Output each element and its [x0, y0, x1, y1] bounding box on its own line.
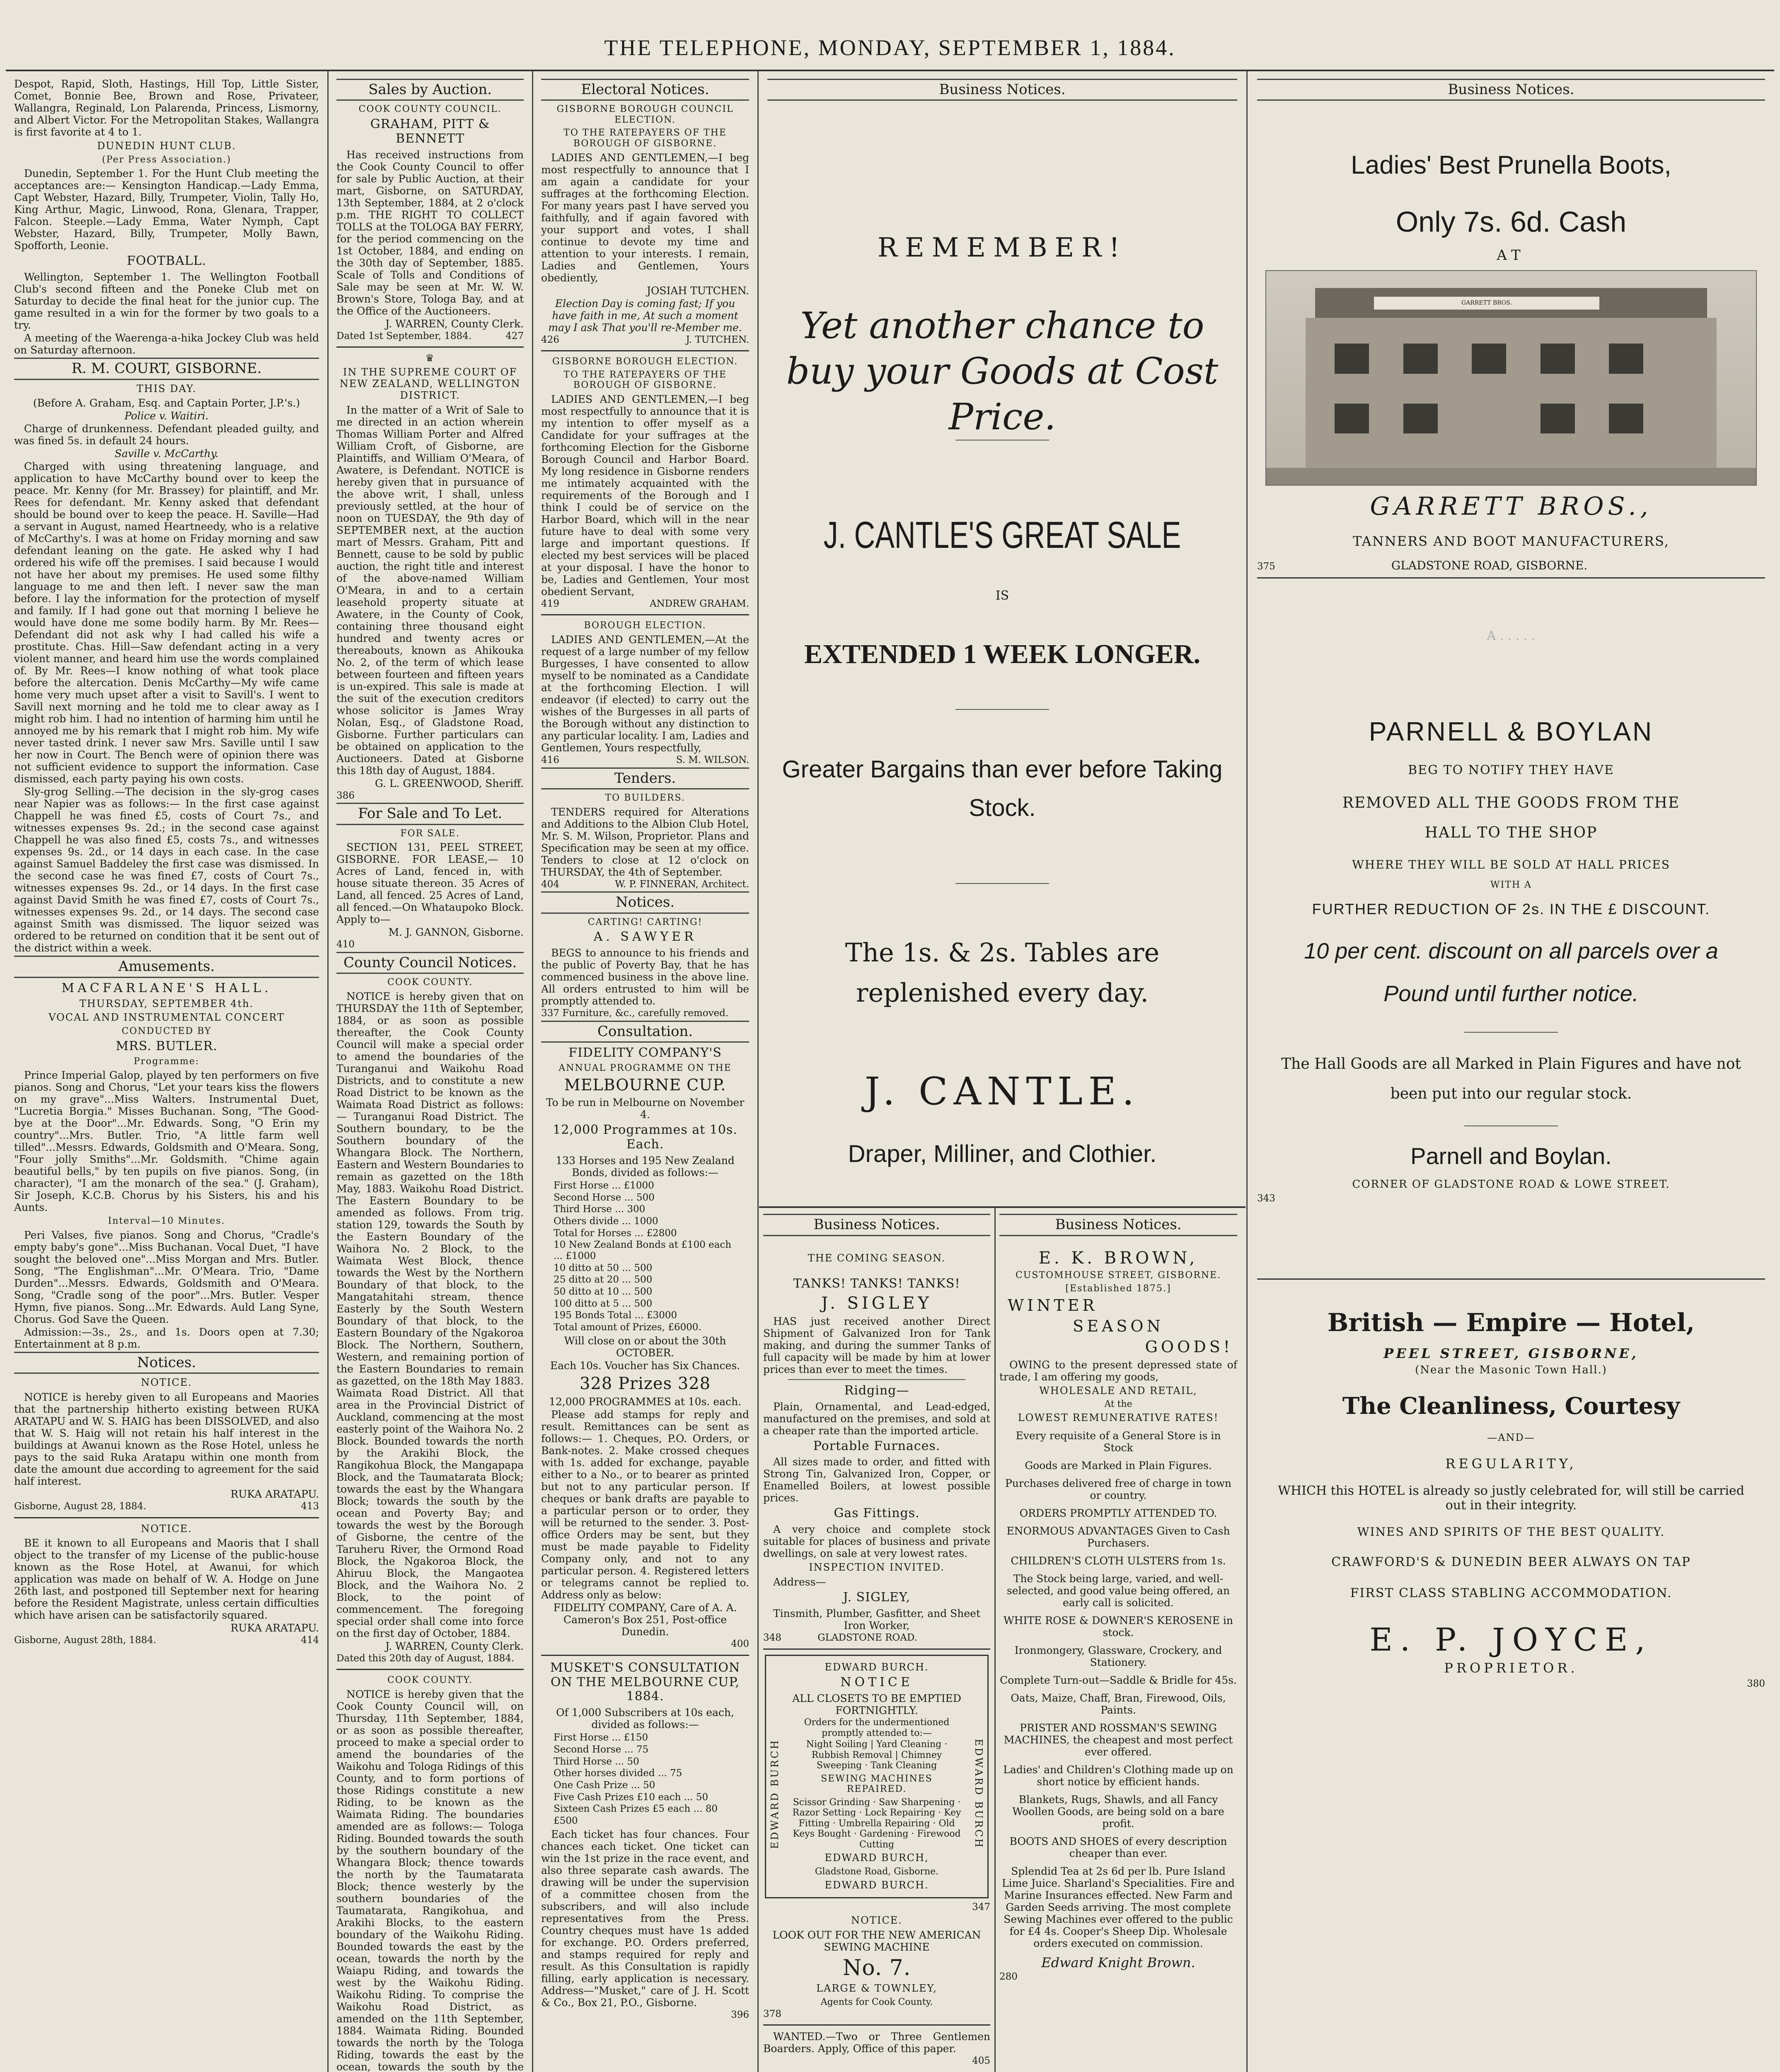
electoral-sign: S. M. WILSON.	[676, 754, 749, 765]
tenders-sub: TO BUILDERS.	[605, 793, 685, 804]
mus-table-row: Other horses divided ... 75	[554, 1768, 682, 1779]
sigley-number: 348	[763, 1632, 781, 1643]
electoral-sub: GISBORNE BOROUGH COUNCIL ELECTION.	[556, 104, 734, 125]
burch-notice: NOTICE	[840, 1675, 913, 1690]
building-window	[1403, 404, 1438, 433]
business-head: Business Notices.	[1257, 79, 1765, 101]
carting: CARTING! CARTING!	[588, 917, 703, 927]
great-sale: J. CANTLE'S GREAT SALE	[823, 514, 1181, 556]
beg-notify: BEG TO NOTIFY THEY HAVE	[1408, 763, 1614, 778]
consultation-head: Consultation.	[541, 1021, 749, 1043]
programme-body: Prince Imperial Galop, played by ten performers on five pianos. Song and Chorus, "Let your tears kiss the flowers on my grave"...Miss Walters. Instrumental Duet, "Lucretia Borgia." Misses Buchanan. Song, "The Good-bye at the Door"...Mr. Edwards. Song, "O Erin my country"...Mrs. Butler. Trio, "A little farm well tilled"...Messrs. Edwards, Goldsmith and O'Meara. Song, "Four jolly Smiths"...Mr. Goldsmith. "Chime again beautiful bells," by ten pupils on five pianos. Song, (in character), "I am the monarch of the sea." (J. Graham), Sir Joseph, K.C.B. Chorus by his Sisters, his and his Aunts.	[14, 1069, 319, 1214]
electoral-number: 426	[541, 334, 559, 345]
cost-price-script: Yet another chance to buy your Goods at Cost Price.	[786, 304, 1219, 438]
fidelity-programme: ANNUAL PROGRAMME ON THE	[559, 1063, 732, 1073]
divider	[788, 1379, 965, 1380]
fidelity-close: Will close on or about the 30th OCTOBER.	[564, 1334, 726, 1359]
gas-body: A very choice and complete stock suitable for places of business and private dwellings, on sale at very lowest rates.	[763, 1523, 990, 1560]
ekb-list-row: BOOTS AND SHOES of every description cheaper than ever.	[1009, 1835, 1227, 1859]
sigley-trades: Tinsmith, Plumber, Gasfitter, and Sheet Iron Worker,	[773, 1607, 981, 1631]
ten-percent: 10 per cent. discount on all parcels over a Pound until further notice.	[1304, 939, 1718, 1006]
where-sold: WHERE THEY WILL BE SOLD AT HALL PRICES	[1352, 857, 1670, 871]
admission: Admission:—3s., 2s., and 1s. Doors open at 7.30; Entertainment at 8 p.m.	[14, 1326, 319, 1350]
fid-table-row: 25 ditto at 20 ... 500	[554, 1274, 653, 1285]
building-window	[1609, 404, 1643, 433]
fid-table-row: Others divide ... 1000	[554, 1216, 658, 1227]
burch-number: 347	[972, 1901, 990, 1912]
lowest-rates: LOWEST REMUNERATIVE RATES!	[1018, 1411, 1219, 1423]
building-window	[1335, 344, 1369, 373]
ekb-list-row: Blankets, Rugs, Shawls, and all Fancy Woollen Goods, are being sold on a bare profit.	[1012, 1793, 1224, 1830]
n7-agents: Agents for Cook County.	[820, 1997, 933, 2008]
amusements-head: Amusements.	[14, 956, 319, 978]
with-a: WITH A	[1490, 880, 1532, 891]
tenders-footer	[541, 879, 749, 890]
n7-body: LOOK OUT FOR THE NEW AMERICAN SEWING MACHINE	[772, 1929, 981, 1953]
regularity: REGULARITY,	[1445, 1456, 1577, 1472]
tenders-number: 404	[541, 879, 559, 890]
building-window	[1609, 344, 1643, 373]
corner-address: CORNER OF GLADSTONE ROAD & LOWE STREET.	[1352, 1178, 1670, 1191]
sale-head: For Sale and To Let.	[336, 803, 524, 825]
ekb-body: OWING to the present depressed state of trade, I am offering my goods,	[999, 1358, 1237, 1383]
burch-addr: Gladstone Road, Gisborne.	[815, 1866, 939, 1877]
column-3	[534, 73, 757, 2072]
furnaces-body: All sizes made to order, and fitted with Strong Tin, Galvanized Iron, Copper, or Enamelled Boilers, at lowest possible prices.	[763, 1456, 990, 1504]
ekb-list-row: Ladies' and Children's Clothing made up on short notice by efficient hands.	[1003, 1763, 1233, 1788]
sigley-name: J. SIGLEY,	[843, 1590, 911, 1605]
business-head: Business Notices.	[763, 1214, 990, 1236]
notice-date-text: Gisborne, August 28th, 1884.	[14, 1635, 157, 1646]
is: IS	[995, 588, 1009, 603]
sale-number: 410	[336, 939, 355, 950]
fidelity-prizes: 328 Prizes 328	[579, 1374, 711, 1393]
notice-sign: RUKA ARATAPU.	[230, 1488, 319, 1500]
business-head: Business Notices.	[767, 79, 1237, 101]
cc-body: NOTICE is hereby given that on THURSDAY the 11th of September, 1884, or as soon as possible thereafter, the Cook County Council will make a special order to amend the boundaries of the Turanganui and Waikohu Road Districts, and to constitute a new Road District to be known as the Waimata Road District as follows:— Turanganui Road District. The Southern boundary, to be the Southern boundary of the Whangara Block. The Northern, Eastern and Western Boundaries to remain as gazetted on the 18th May, 1883. Waikohu Road District. The Eastern Boundary to be amended as follows. From trig. station 129, towards the South by the Eastern Boundary of the Waihora No. 2 Block, to the Waimata West Block, thence towards the West by the Northern Boundary of that block, to the Mangatahitahi stream, thence Easterly by the South Western Boundary of that block, to the Eastern Boundary of the Ngakoroa Block. The Northern, Southern, Western, and remaining portion of the Eastern Boundaries to remain as gazetted, on the 18th May 1883. Waimata Road District. All that area in the Provincial District of Auckland, commencing at the most easterly point of the Waihora No. 2 Block. Bounded towards the north by the Arakihi Block, the Rangikohua Block, the Mangapapa Block, and the Taumatarata Block; towards the east by the Whangara Block; towards the south by the ocean and Poverty Bay; and towards the west by the Borough of Gisborne, the centre of the Taruheru River, the Ormond Road Block, the Ngakoroa Block, the Ahiruu Block, the Mangaotea Block, and the Waihora No. 2 Block, to the point of commencement. The foregoing special order shall come into force on the first day of October, 1884.	[336, 990, 524, 1639]
building-window	[1541, 344, 1575, 373]
cc-sign: J. WARREN, County Clerk.	[385, 1640, 524, 1652]
burch-sewing: SEWING MACHINES REPAIRED.	[821, 1773, 933, 1795]
ekb-list-row: Goods are Marked in Plain Figures.	[1025, 1459, 1212, 1472]
building-ground	[1266, 468, 1756, 485]
electoral-sub: BOROUGH ELECTION.	[584, 620, 706, 631]
remember: REMEMBER!	[877, 232, 1127, 264]
electoral-number: 416	[541, 754, 559, 765]
club-title: DUNEDIN HUNT CLUB.	[97, 140, 236, 152]
burch-services: Night Soiling | Yard Cleaning · Rubbish Removal | Chimney Sweeping · Tank Cleaning	[806, 1739, 948, 1771]
ridging: Ridging—	[844, 1383, 909, 1398]
sale-sign: M. J. GANNON, Gisborne.	[388, 926, 524, 939]
divider	[541, 614, 749, 615]
notice-date-text: Gisborne, August 28, 1884.	[14, 1501, 147, 1512]
electoral-number: 419	[541, 598, 559, 609]
court-bench: (Before A. Graham, Esq. and Captain Porter, J.P.'s.)	[33, 397, 300, 409]
column-rule	[994, 1208, 996, 2072]
divider	[1464, 1032, 1558, 1033]
football-body: Wellington, September 1. The Wellington Football Club's second fifteen and the Poneke Club met on Saturday to decide the final heat for the junior cup. The game resulted in a win for the former by two goals to a try.	[14, 271, 319, 332]
near-hall: (Near the Masonic Town Hall.)	[1415, 1364, 1607, 1377]
season: SEASON	[1073, 1317, 1164, 1336]
electoral-sign: J. TUTCHEN.	[686, 334, 749, 345]
tenders-sign: W. P. FINNERAN, Architect.	[615, 879, 749, 890]
masthead-rule	[6, 70, 1774, 71]
ekb-number: 280	[999, 1971, 1018, 1982]
subcolumn-b	[999, 1212, 1237, 1983]
fid-table-row: First Horse ... £1000	[554, 1180, 654, 1191]
tenders-body: TENDERS required for Alterations and Additions to the Albion Club Hotel, Mr. S. M. Wilson, Proprietor. Plans and Specification may be seen at my office. Tenders to close at 12 o'clock on THURSDAY, the 4th of September.	[541, 806, 749, 878]
ridging-body: Plain, Ornamental, and Lead-edged, manufactured on the premises, and sold at a cheaper rate than the imported article.	[763, 1400, 990, 1437]
electoral-footer	[541, 755, 749, 766]
court-case: Police v. Waitiri.	[124, 410, 209, 422]
football-title: FOOTBALL.	[126, 254, 207, 269]
musket-body: Each ticket has four chances. Four chances each ticket. One ticket can win the 1st prize in the race event, and also three separate cash awards. The drawing will be under the supervision of a committee chosen from the subscribers, and will also include representatives from the Press. Country cheques must have 1s added for exchange. P.O. Orders preferred, and stamps required for reply and result. As this Consultation is rapidly filling, early application is necessary. Address—"Musket," care of J. H. Scott & Co., Box 21, P.O., Gisborne.	[541, 1828, 749, 2009]
tables-replenished: The 1s. & 2s. Tables are replenished every day.	[845, 937, 1160, 1008]
musket-number: 396	[731, 2009, 749, 2020]
business-head: Business Notices.	[999, 1214, 1237, 1236]
inspection: INSPECTION INVITED.	[809, 1561, 945, 1573]
fid-table-row: Total amount of Prizes, £6000.	[554, 1322, 701, 1333]
prunella-boots: Ladies' Best Prunella Boots,	[1351, 151, 1671, 180]
musket-sub: Of 1,000 Subscribers at 10s each, divided as follows:—	[556, 1706, 734, 1731]
garrett-name: GARRETT BROS.,	[1370, 491, 1652, 521]
fid-table-row: 10 New Zealand Bonds at £100 each ... £1000	[554, 1239, 732, 1262]
garrett-number: 375	[1257, 561, 1275, 572]
auction-date	[336, 331, 524, 342]
sale-body: SECTION 131, PEEL STREET, GISBORNE. FOR LEASE,— 10 Acres of Land, fenced in, with house situate thereon. 35 Acres of Land, all fenced. 25 Acres of Land, all fenced.—On Whataupoko Block. Apply to—	[336, 841, 524, 926]
notice-date	[14, 1635, 319, 1646]
fidelity-body: Please add stamps for reply and result. Remittances can be sent as follows:— 1. Cheques, P.O. Orders, or Bank-notes. 2. Make crossed cheques with 1s. added for exchange, payable either to a No., or to bearer as printed but not to any particular person. If cheques or bank drafts are payable to a particular person or to order, they will be returned to the sender. 3. Post-office Orders may be sent, but they must be made payable to Fidelity Company only, and not to any particular person. 4. Registered letters or telegrams cannot be replied to. Address only as below:	[541, 1409, 749, 1601]
burch-bottom: EDWARD BURCH.	[825, 1879, 929, 1891]
mus-table-row: Sixteen Cash Prizes £5 each ... 80	[554, 1803, 718, 1815]
sawyer-name: A. SAWYER	[593, 929, 697, 944]
building-sign: GARRETT BROS.	[1374, 297, 1599, 310]
fid-table-row: 195 Bonds Total ... £3000	[554, 1310, 677, 1321]
racing-list: Despot, Rapid, Sloth, Hastings, Hill Top, Little Sister, Comet, Bonnie Bee, Brown and Rose, Privateer, Wallangra, Reginald, Lon Palarenda, Princess, Lismorny, and Albert Victor. For the Metropolitan Stakes, Wallangra is first favorite at 4 to 1.	[14, 78, 319, 138]
sigley-footer	[763, 1632, 990, 1644]
notice-sign: RUKA ARATAPU.	[230, 1622, 319, 1634]
court-body: Sly-grog Selling.—The decision in the sly-grog cases near Napier was as follows:— In the first case against Chappell he was fined £5, costs of Court 7s., and witnesses expenses 9s. 2d.; in the second case against Chappell he was also fined £5, costs 7s., and witnesses expenses 9s. 2d., or 14 days in each case. In the case against Samuel Baddeley the first case was dismissed. In the second case he was fined £7, costs of Court 7s., witnesses expenses 9s. 2d., or 14 days. In the first case against David Smith he was fined £7, costs of Court 7s., witnesses expenses 9s. 2d., or 14 days. The second case against Smith was dismissed. The liquor seized was ordered to be returned on condition that it be sent out of the district within a week.	[14, 786, 319, 954]
joyce-number: 380	[1747, 1678, 1765, 1690]
coming-season: THE COMING SEASON.	[808, 1252, 946, 1264]
draper: Draper, Milliner, and Clothier.	[848, 1140, 1157, 1168]
ekb-list-row: PRISTER AND ROSSMAN'S SEWING MACHINES, the cheapest and most perfect ever offered.	[1004, 1721, 1233, 1758]
royal-arms-icon: ♛	[425, 352, 435, 364]
gas-fittings: Gas Fittings.	[834, 1506, 920, 1521]
ekb-list-row: ORDERS PROMPTLY ATTENDED TO.	[1019, 1507, 1217, 1519]
crawford: CRAWFORD'S & DUNEDIN BEER ALWAYS ON TAP	[1331, 1555, 1691, 1570]
ekb-sign: Edward Knight Brown.	[1041, 1954, 1195, 1970]
furnaces: Portable Furnaces.	[813, 1438, 941, 1453]
goods: GOODS!	[1145, 1338, 1233, 1356]
wines: WINES AND SPIRITS OF THE BEST QUALITY.	[1357, 1525, 1665, 1539]
ekb-list-row: CHILDREN'S CLOTH ULSTERS from 1s.	[1011, 1554, 1226, 1567]
electoral-body: LADIES AND GENTLEMEN,—I beg most respectfully to announce that it is my intention to offer myself as a Candidate for your suffrages at the forthcoming Election for the Gisborne Borough Council and Harbor Board. My long residence in Gisborne renders me intimately acquainted with the requirements of the Borough and I think I could be of service on the Harbor Board, which will in the near future have to deal with some very large and important questions. If elected my best services will be placed at your disposal. I have the honor to be, Ladies and Gentlemen, Your most obedient Servant,	[541, 393, 749, 598]
parnell-boylan: Parnell and Boylan.	[1410, 1143, 1612, 1169]
extended: EXTENDED 1 WEEK LONGER.	[804, 639, 1200, 670]
fidelity-count: 12,000 Programmes at 10s. Each.	[553, 1123, 738, 1152]
subcolumn-area	[759, 1206, 1246, 2067]
musket-table	[554, 1732, 737, 1826]
price-line: Only 7s. 6d. Cash	[1395, 206, 1627, 238]
burch-services: Scissor Grinding · Saw Sharpening · Razor Setting · Lock Repairing · Key Fitting · Umbrella Repairing · Old Keys Bought · Gardening · Firewood Cutting	[792, 1797, 961, 1850]
joyce-name: E. P. JOYCE,	[1369, 1621, 1653, 1658]
fidelity-title: FIDELITY COMPANY'S	[568, 1046, 722, 1060]
court-head: R. M. COURT, GISBORNE.	[14, 358, 319, 380]
conducted-by: CONDUCTED BY	[121, 1026, 212, 1037]
removed: REMOVED ALL THE GOODS FROM THE	[1342, 794, 1680, 812]
court-body: In the matter of a Writ of Sale to me directed in an action wherein Thomas William Porter and Alfred William Croft, of Gisborne, are Plaintiffs, and William O'Meara, of Awatere, is Defendant. NOTICE is hereby given that in pursuance of the above writ, I shall, unless previously settled, at the hour of noon on TUESDAY, the 9th day of SEPTEMBER next, at the auction mart of Messrs. Graham, Pitt and Bennett, cause to be sold by public auction, the right title and interest of the above-named William O'Meara, in and to a certain leasehold property situate at Awatere, in the County of Cook, containing three thousand eight hundred and twenty acres or thereabouts, known as Ahikouka No. 2, of the term of which lease between fourteen and fifteen years is un-expired. This sale is made at the suit of the execution creditors whose solicitor is James Wray Nolan, Esq., of Gladstone Road, Gisborne. Further particulars can be obtained on application to the Auctioneers. Dated at Gisborne this 18th day of August, 1884.	[336, 404, 524, 777]
jockey-note: A meeting of the Waerenga-a-hika Jockey Club was held on Saturday afternoon.	[14, 332, 319, 356]
electoral-sign: JOSIAH TUTCHEN.	[646, 284, 749, 297]
ekb-list-row: Every requisite of a General Store is in Stock	[1016, 1429, 1221, 1454]
auction-sub: COOK COUNTY COUNCIL.	[358, 104, 502, 115]
notice-title: NOTICE.	[141, 1377, 192, 1389]
ekb-list-row: Ironmongery, Glassware, Crockery, and Stationery.	[1014, 1644, 1222, 1668]
fidelity-horses: 133 Horses and 195 New Zealand Bonds, divided as follows:—	[556, 1155, 735, 1179]
electoral-to: TO THE RATEPAYERS OF THE BOROUGH OF GISBORNE.	[564, 128, 727, 149]
electoral-footer	[541, 598, 749, 610]
fid-table-row: 50 ditto at 10 ... 500	[554, 1286, 653, 1297]
at: AT	[1497, 247, 1526, 264]
auction-firm: GRAHAM, PITT & BENNETT	[370, 116, 490, 146]
column-5	[1248, 73, 1774, 2072]
n7-firm: LARGE & TOWNLEY,	[816, 1982, 937, 1995]
wholesale: WHOLESALE AND RETAIL,	[1039, 1385, 1197, 1397]
masthead: THE TELEPHONE, MONDAY, SEPTEMBER 1, 1884.	[604, 35, 1176, 60]
building-window	[1541, 404, 1575, 433]
mus-table-row: First Horse ... £150	[554, 1732, 648, 1743]
sigley-body: HAS just received another Direct Shipment of Galvanized Iron for Tank making, and during the summer Tanks of full capacity will be made by him at lower prices than ever to meet the times.	[763, 1315, 990, 1375]
sawyer-number: 337	[541, 1007, 559, 1019]
hall-goods: The Hall Goods are all Marked in Plain Figures and have not been put into our regular stock.	[1281, 1055, 1741, 1102]
programme-body: Peri Valses, five pianos. Song and Chorus, "Cradle's empty baby's gone"...Miss Buchanan. Vocal Duet, "I have sought the beloved one"...Miss Morgan and Mrs. Butler. Song, "The Englishman"...Mr. O'Meara. Trio, "Dame Durden"...Messrs. Edwards, Goldsmith and O'Meara. Song, "Cradle song of the poor"...Mrs. Butler. Vesper Hymn, five pianos. Song...Mr. Edwards. Auld Lang Syne, Chorus. God Save the Queen.	[14, 1229, 319, 1325]
parnell-name: PARNELL & BOYLAN	[1369, 716, 1654, 747]
notice-body: NOTICE is hereby given to all Europeans and Maories that the partnership hitherto existing between RUKA ARATAPU and W. S. HAIG has been DISSOLVED, and also that W. S. Haig will not retain his half interest in the buildings at Awanui known as the Rose Hotel, unless he pays to the said Ruka Aratapu within one month from date the amount due according to agreement for the said half interest.	[14, 1391, 319, 1487]
column-rule	[1246, 71, 1248, 2072]
ekb-list-row: Purchases delivered free of charge in town or country.	[1005, 1477, 1232, 1501]
sawyer-footer	[541, 1008, 749, 1019]
british-empire-hotel: British — Empire — Hotel,	[1327, 1308, 1695, 1338]
electoral-sub: GISBORNE BOROUGH ELECTION.	[552, 356, 738, 367]
court-day: THIS DAY.	[136, 382, 197, 395]
notices-head: Notices.	[14, 1352, 319, 1374]
fidelity-cup: MELBOURNE CUP.	[564, 1076, 726, 1094]
fid-table-row: Third Horse ... 300	[554, 1204, 646, 1215]
fidelity-addr: FIDELITY COMPANY, Care of A. A. Cameron's Box 251, Post-office Dunedin.	[553, 1602, 737, 1638]
court-title: IN THE SUPREME COURT OF NEW ZEALAND, WELLINGTON DISTRICT.	[339, 366, 521, 401]
ekb-list	[999, 1430, 1237, 1949]
tanks: TANKS! TANKS! TANKS!	[793, 1276, 960, 1291]
cc-body: NOTICE is hereby given that the Cook County Council will, on Thursday, 11th September, 1884, or as soon as possible thereafter, proceed to make a special order to amend the boundaries of the Waikohu and Tologa Ridings of this County, and to form portions of those Ridings constitute a new Riding, to be known as the Waimata Riding. The boundaries amended are as follows:— Tologa Riding. Bounded towards the south by the southern boundary of the Whangara Block; thence towards the north by the Taumatarata Block; thence westerly by the southern boundaries of the Taumatarata, Rangikohua, and Arakihi Blocks, to the eastern boundary of the Waikohu Riding. Bounded towards the east by the ocean, towards the north by the Waiapu Riding, and towards the west by the Waikohu Riding. Waikohu Riding. To comprise the Waikohu Road District, as amended on the 11th September, 1884. Waimata Riding. Bounded towards the north by the Tologa Riding, towards the east by the ocean, towards the south by the	[336, 1688, 524, 2072]
fidelity-number: 400	[731, 1639, 749, 1650]
bargains: Greater Bargains than ever before Taking Stock.	[782, 756, 1223, 822]
divider	[955, 883, 1050, 884]
ekb-list-row: Splendid Tea at 2s 6d per lb. Pure Island Lime Juice. Sharland's Specialities. Fire and Marine Insurances effected. New Farm and Garden Seeds arriving. The most complete Sewing Machines ever offered to the public for £4 4s. Cooper's Sheep Dip. Wholesale orders executed on commission.	[1001, 1865, 1235, 1949]
tenders-head: Tenders.	[541, 767, 749, 789]
divider	[1257, 1278, 1765, 1280]
sawyer-foot-text: Furniture, &c., carefully removed.	[562, 1007, 729, 1019]
and: —AND—	[1487, 1432, 1535, 1444]
burch-side-label: EDWARD BURCH	[769, 1738, 781, 1849]
electoral-footer	[541, 334, 749, 346]
auction-date-text: Dated 1st September, 1884.	[336, 330, 472, 341]
divider	[1257, 577, 1765, 579]
musket-title: MUSKET'S CONSULTATION ON THE MELBOURNE CUP, 1884.	[550, 1660, 740, 1704]
building-window	[1403, 344, 1438, 373]
electoral-verse: Election Day is coming fast; If you have faith in me, At such a moment may I ask That you'll re-Member me.	[548, 297, 742, 334]
divider	[955, 709, 1050, 710]
court-number: 386	[336, 790, 355, 801]
proprietor: PROPRIETOR.	[1444, 1660, 1578, 1676]
tanners: TANNERS AND BOOT MANUFACTURERS,	[1353, 533, 1669, 549]
burch-top: EDWARD BURCH.	[825, 1661, 929, 1673]
cc-sub: COOK COUNTY.	[387, 1675, 473, 1686]
court-sign: G. L. GREENWOOD, Sheriff.	[375, 777, 524, 789]
conductor: MRS. BUTLER.	[116, 1038, 218, 1053]
building-wall	[1306, 318, 1717, 467]
wanted-number: 405	[972, 2055, 990, 2067]
building-window	[1335, 404, 1369, 433]
auction-head: Sales by Auction.	[336, 79, 524, 101]
court-case: Saville v. McCarthy.	[114, 448, 219, 460]
wanted: WANTED.—Two or Three Gentlemen Boarders. Apply, Office of this paper.	[763, 2031, 990, 2055]
address-label: Address—	[773, 1576, 826, 1588]
hall-date: THURSDAY, SEPTEMBER 4th.	[79, 997, 254, 1009]
burch-side-label: EDWARD BURCH	[973, 1738, 984, 1849]
divider	[955, 440, 1050, 441]
further-reduction: FURTHER REDUCTION OF 2s. IN THE £ DISCOUNT.	[1312, 900, 1710, 917]
garrett-building-illustration	[1265, 270, 1757, 486]
fidelity-prog2: 12,000 PROGRAMMES at 10s. each.	[549, 1396, 742, 1408]
winter: WINTER	[1008, 1296, 1098, 1315]
cc-date: Dated this 20th day of August, 1884.	[336, 1653, 515, 1664]
auction-sign: J. WARREN, County Clerk.	[385, 317, 524, 330]
auction-body: Has received instructions from the Cook County Council to offer for sale by Public Auction, at their mart, Gisborne, on SATURDAY, 13th September, 1884, at 2 o'clock p.m. THE RIGHT TO COLLECT TOLLS at the TOLOGA BAY FERRY, for the period commencing on the 1st October, 1884, and ending on the 30th day of September, 1885. Scale of Tolls and Conditions of Sale may be seen at Mr. W. W. Brown's Store, Tologa Bay, and at the Office of the Auctioneers.	[336, 148, 524, 317]
court-body: Charged with using threatening language, and application to have McCarthy bound over to keep the peace. Mr. Kenny (for Mr. Brassey) for plaintiff, and Mr. Rees for defendant. Mr. Kenny asked that defendant should be bound over to keep the peace. H. Saville—Had a servant in August, named Heartneedy, who is a relative of McCarthy's. I was at home on Friday morning and saw defendant leaning on the gate. He asked why I had ordered his wife off the premises. I said because I would not have her about my premises. He used some filthy language to me and then left. I never saw the man before. I lay the information for the protection of myself and family. If I had gone out that morning I believe he would have done me some bodily harm. By Mr. Rees—Defendant did not ask why I had called his wife a prostitute. Chas. Hill—Saw defendant acting in a very violent manner, and heard him use the words complained of. By Mr. Rees—I know nothing of what took place before the altercation. Denis McCarthy—My wife came home very much upset after a visit to Savill's. I went to Savill next morning and he told me to clear away as I might rob him. I had no intention of harming him until he annoyed me by his remark that I might rob him. My wife never tasted drink. I never saw Mrs. Saville until I saw her now in Court. The Bench were of opinion there was not sufficient evidence to support the information. Case dismissed, each party paying his own costs.	[14, 460, 319, 785]
ekb-est: [Established 1875.]	[1065, 1283, 1171, 1294]
notice-title: NOTICE.	[141, 1523, 192, 1535]
burch-closets: ALL CLOSETS TO BE EMPTIED FORTNIGHTLY.	[792, 1692, 961, 1717]
faded-text: A . . . . .	[1487, 629, 1536, 644]
court-body: Charge of drunkenness. Defendant pleaded guilty, and was fined 5s. in default 24 hours.	[14, 423, 319, 447]
divider	[763, 2024, 990, 2026]
garrett-footer	[1257, 559, 1765, 572]
divider	[763, 1648, 990, 1650]
sigley-name: J. SIGLEY	[821, 1293, 932, 1313]
electoral-sign: ANDREW GRAHAM.	[649, 598, 749, 609]
burch-advert	[765, 1655, 989, 1898]
fid-table-row: 100 ditto at 5 ... 500	[554, 1298, 653, 1309]
sigley-road: GLADSTONE ROAD.	[817, 1632, 917, 1643]
auction-number: 427	[505, 330, 524, 341]
notice-number: 413	[301, 1501, 319, 1512]
divider	[541, 1655, 749, 1656]
n7-head: NOTICE.	[851, 1915, 902, 1927]
subcolumn-a	[763, 1212, 990, 2067]
programme-label: Programme:	[133, 1056, 200, 1067]
concert-title: VOCAL AND INSTRUMENTAL CONCERT	[48, 1012, 285, 1024]
sale-sub: FOR SALE.	[400, 828, 460, 839]
burch-name: EDWARD BURCH,	[825, 1852, 929, 1864]
notices-head: Notices.	[541, 891, 749, 913]
mus-table-row: One Cash Prize ... 50	[554, 1779, 655, 1791]
mus-table-row: Five Cash Prizes £10 each ... 50	[554, 1791, 709, 1803]
building-window	[1472, 344, 1506, 373]
electoral-body: LADIES AND GENTLEMEN,—I beg most respectfully to announce that I am again a candidate for your suffrages at the forthcoming Election. For many years past I have served you faithfully, and if again favored with your support and votes, I shall continue to devote my time and attention to your interests. I remain, Ladies and Gentlemen, Yours obediently,	[541, 151, 749, 284]
n7-adnum: 378	[763, 2008, 781, 2019]
cc-head: County Council Notices.	[336, 952, 524, 974]
ekb-list-row: Oats, Maize, Chaff, Bran, Firewood, Oils, Paints.	[1011, 1692, 1226, 1716]
column-rule	[532, 71, 533, 2072]
fidelity-each: Each 10s. Voucher has Six Chances.	[550, 1359, 740, 1372]
interval: Interval—10 Minutes.	[108, 1216, 225, 1227]
ekb-list-row: ENORMOUS ADVANTAGES Given to Cash Purchasers.	[1006, 1525, 1230, 1549]
parnell-number: 343	[1257, 1193, 1275, 1204]
column-1	[7, 73, 326, 2072]
mus-table-row: Second Horse ... 75	[554, 1744, 649, 1755]
fid-table-row: Second Horse ... 500	[554, 1192, 655, 1203]
mus-table-row: Third Horse ... 50	[554, 1756, 639, 1767]
ekb-list-row: The Stock being large, varied, and well-selected, and good value being offered, an early call is solicited.	[1006, 1572, 1230, 1609]
cantle-advert	[767, 104, 1237, 1198]
ekb-list-row: WHITE ROSE & DOWNER'S KEROSENE in stock.	[1003, 1614, 1233, 1639]
mus-table-row: £500	[554, 1815, 578, 1826]
notice-number: 414	[301, 1635, 319, 1646]
divider	[541, 350, 749, 351]
notice-body: BE it known to all Europeans and Maoris that I shall object to the transfer of my License of the public-house known as the Rose Hotel, at Awanui, for which application was made on behalf of W. A. Hodge on June 26th last, and postponed till September next for hearing before the Resident Magistrate, unless certain difficulties which have arisen can be satisfactorily squared.	[14, 1537, 319, 1622]
divider	[336, 1669, 524, 1670]
n7-number: No. 7.	[842, 1956, 911, 1981]
club-body: Dunedin, September 1. For the Hunt Club meeting the acceptances are:— Kensington Handicap.—Lady Emma, Capt Webster, Hazard, Billy, Trumpeter, Violin, Tally Ho, King Arthur, Magic, Linwood, Rona, Glenara, Trapper, Falcon. Steeple.—Lady Emma, Water Nymph, Capt Webster, Hazard, Billy, Trumpeter, Molly Bawn, Spofforth, Leonie.	[14, 167, 319, 252]
burch-orders: Orders for the undermentioned promptly attended to:—	[804, 1717, 950, 1738]
ekb-name: E. K. BROWN,	[1038, 1248, 1198, 1268]
notice-date	[14, 1501, 319, 1512]
electoral-head: Electoral Notices.	[541, 79, 749, 101]
fid-table-row: 10 ditto at 50 ... 500	[554, 1262, 653, 1273]
hotel-body: WHICH this HOTEL is already so justly celebrated for, will still be carried out in their integrity.	[1278, 1484, 1744, 1513]
electoral-body: LADIES AND GENTLEMEN,—At the request of a large number of my fellow Burgesses, I have consented to allow myself to be nominated as a Candidate at the forthcoming Election. I will endeavor (if elected) to carry out the wishes of the Burgesses in all parts of the Borough without any distinction to any particular locality. I am, Ladies and Gentlemen, Yours respectfully,	[541, 633, 749, 754]
club-assoc: (Per Press Association.)	[102, 154, 231, 165]
electoral-to: TO THE RATEPAYERS OF THE BOROUGH OF GISBORNE.	[564, 369, 727, 391]
cleanliness: The Cleanliness, Courtesy	[1342, 1392, 1680, 1420]
fidelity-run: To be run in Melbourne on November 4.	[546, 1097, 745, 1121]
column-2	[329, 73, 531, 2072]
cantle-name: J. CANTLE.	[864, 1069, 1140, 1114]
ekb-list-row: Complete Turn-out—Saddle & Bridle for 45s.	[1000, 1674, 1237, 1686]
peel-street: PEEL STREET, GISBORNE,	[1383, 1345, 1639, 1361]
garrett-road: GLADSTONE ROAD, GISBORNE.	[1391, 558, 1588, 572]
column-rule	[327, 71, 329, 2072]
fidelity-table	[554, 1180, 737, 1333]
ekb-addr: CUSTOMHOUSE STREET, GISBORNE.	[1015, 1270, 1221, 1281]
sawyer-body: BEGS to announce to his friends and the public of Poverty Bay, that he has commenced business in the above line. All orders entrusted to him will be promptly attended to.	[541, 946, 749, 1007]
fid-table-row: Total for Horses ... £2800	[554, 1227, 677, 1239]
column-4	[759, 73, 1246, 2072]
stabling: FIRST CLASS STABLING ACCOMMODATION.	[1350, 1585, 1672, 1600]
divider	[336, 346, 524, 348]
divider	[14, 1517, 319, 1518]
at-the: At the	[1104, 1399, 1132, 1410]
column-rule	[757, 71, 759, 2072]
hall-name: MACFARLANE'S HALL.	[61, 980, 272, 995]
hall-shop: HALL TO THE SHOP	[1424, 824, 1598, 841]
cc-sub: COOK COUNTY.	[387, 977, 473, 988]
